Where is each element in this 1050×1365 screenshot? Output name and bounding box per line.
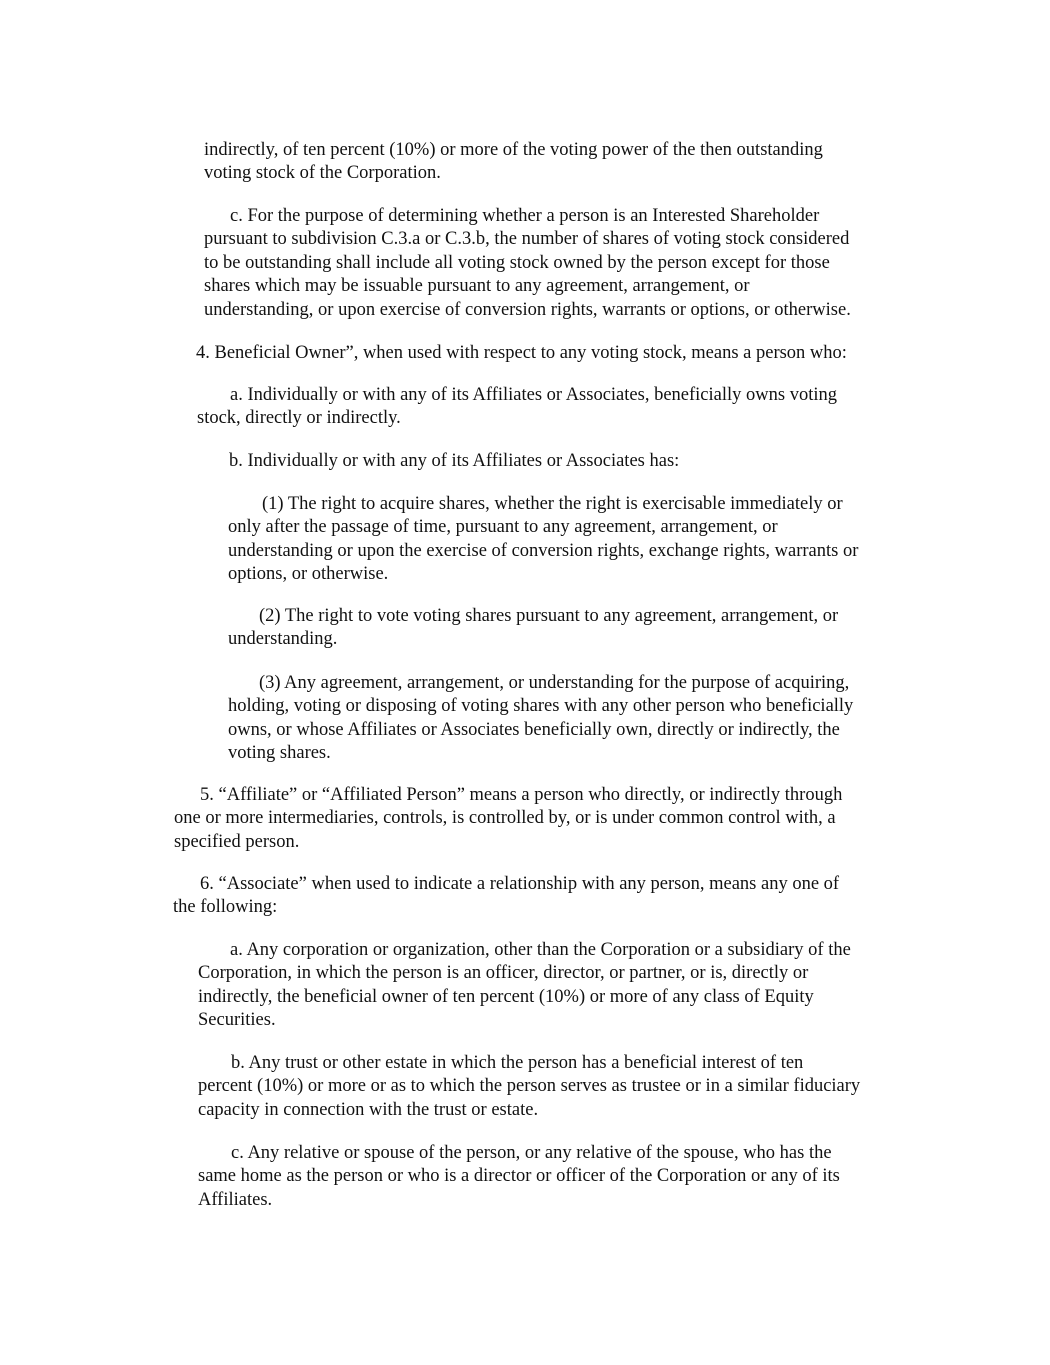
text-line: one or more intermediaries, controls, is controlled by, or is under common control with, a xyxy=(174,808,836,829)
text-line: Securities. xyxy=(198,1010,276,1031)
paragraph-item-6c xyxy=(198,1142,840,1212)
text-line: 6. “Associate” when used to indicate a relationship with any person, means any one of xyxy=(200,874,840,894)
text-line: b. Any trust or other estate in which the person has a beneficial interest of ten xyxy=(231,1053,804,1073)
text-line: (3) Any agreement, arrangement, or understanding for the purpose of acquiring, xyxy=(259,673,850,693)
text-line: Affiliates. xyxy=(198,1189,273,1210)
text-line: to be outstanding shall include all voting stock owned by the person except for those xyxy=(204,252,830,273)
text-line: indirectly, the beneficial owner of ten percent (10%) or more of any class of Equity xyxy=(198,986,814,1007)
text-line: shares which may be issuable pursuant to any agreement, arrangement, or xyxy=(204,276,750,297)
text-line: b. Individually or with any of its Affiliates or Associates has: xyxy=(229,451,680,471)
text-line: understanding. xyxy=(228,629,338,650)
text-line: options, or otherwise. xyxy=(228,564,389,585)
paragraph-item-4b1 xyxy=(228,493,858,587)
text-line: capacity in connection with the trust or estate. xyxy=(198,1099,539,1120)
text-line: percent (10%) or more or as to which the person serves as trustee or in a similar fiduciary xyxy=(198,1076,861,1097)
text-line: c. For the purpose of determining whether a person is an Interested Shareholder xyxy=(230,206,820,226)
paragraph-item-4b xyxy=(229,450,679,473)
text-line: understanding or upon the exercise of conversion rights, exchange rights, warrants or xyxy=(228,540,859,561)
text-line: the following: xyxy=(173,897,278,918)
paragraph-item-6 xyxy=(173,873,839,920)
text-line: c. Any relative or spouse of the person, or any relative of the spouse, who has the xyxy=(231,1143,832,1163)
paragraph-item-4b2 xyxy=(228,605,838,652)
text-line: understanding, or upon exercise of conversion rights, warrants or options, or otherwise. xyxy=(204,299,851,320)
paragraph-item-5 xyxy=(174,784,842,854)
text-line: a. Individually or with any of its Affiliates or Associates, beneficially owns voting xyxy=(230,385,837,405)
paragraph-item-4 xyxy=(196,342,847,365)
text-line: a. Any corporation or organization, other than the Corporation or a subsidiary of the xyxy=(230,940,851,960)
text-line: (1) The right to acquire shares, whether the right is exercisable immediately or xyxy=(262,494,843,514)
paragraph-item-4a xyxy=(197,384,837,431)
text-line: holding, voting or disposing of voting shares with any other person who beneficially xyxy=(228,696,854,717)
text-line: only after the passage of time, pursuant to any agreement, arrangement, or xyxy=(228,517,778,538)
text-line: voting shares. xyxy=(228,743,331,764)
text-line: pursuant to subdivision C.3.a or C.3.b, the number of shares of voting stock considered xyxy=(204,229,850,250)
text-line: voting stock of the Corporation. xyxy=(204,163,441,184)
text-line: owns, or whose Affiliates or Associates beneficially own, directly or indirectly, the xyxy=(228,719,840,740)
paragraph-continuation xyxy=(204,139,823,186)
paragraph-item-3c xyxy=(204,205,851,322)
text-line: same home as the person or who is a director or officer of the Corporation or any of its xyxy=(198,1166,840,1187)
text-line: (2) The right to vote voting shares pursuant to any agreement, arrangement, or xyxy=(259,606,839,626)
text-line: Corporation, in which the person is an officer, director, or partner, or is, directly or xyxy=(198,963,809,984)
text-line: 4. Beneficial Owner”, when used with respect to any voting stock, means a person who: xyxy=(196,343,847,363)
paragraph-item-6a xyxy=(198,939,851,1033)
text-line: 5. “Affiliate” or “Affiliated Person” means a person who directly, or indirectly through xyxy=(200,785,843,805)
text-line: specified person. xyxy=(174,831,300,852)
text-line: stock, directly or indirectly. xyxy=(197,408,401,429)
text-line: indirectly, of ten percent (10%) or more of the voting power of the then outstanding xyxy=(204,140,823,160)
paragraph-item-4b3 xyxy=(228,672,853,766)
paragraph-item-6b xyxy=(198,1052,860,1122)
